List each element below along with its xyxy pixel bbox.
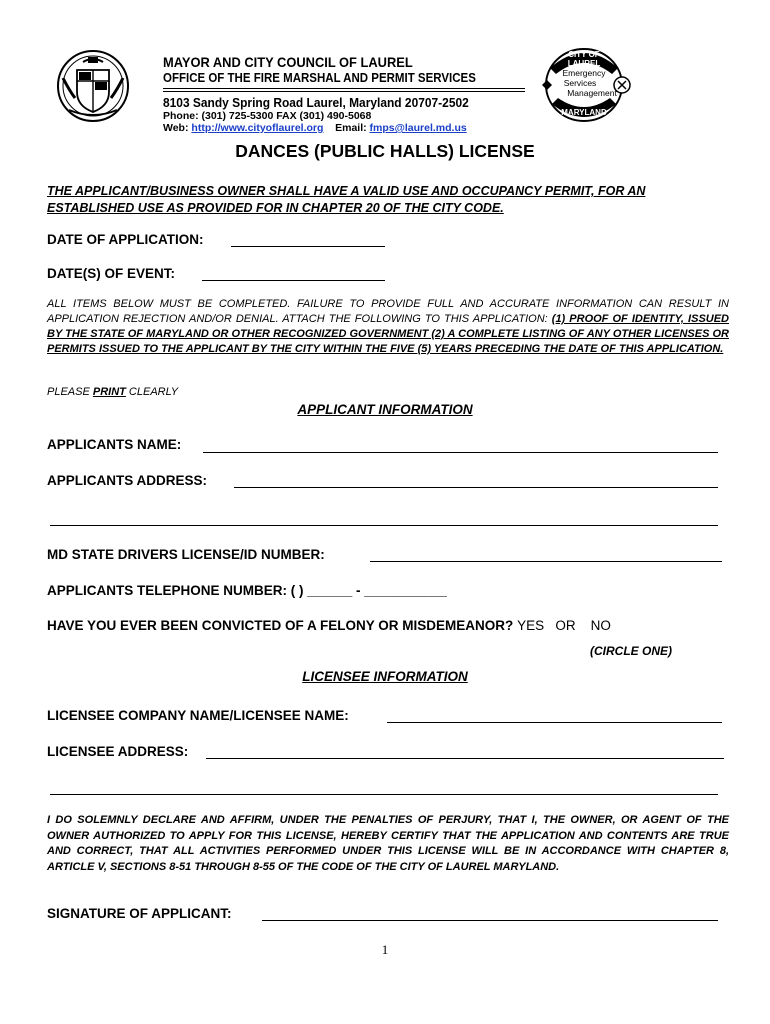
applicants-address-label: APPLICANTS ADDRESS:: [47, 473, 208, 488]
emergency-services-emblem: [536, 46, 632, 124]
licensee-address-field-2[interactable]: [50, 794, 718, 795]
emblem-bottom: MARYLAND: [561, 108, 607, 117]
print-pre: PLEASE: [47, 386, 93, 398]
city-seal-icon: [55, 48, 131, 124]
licensee-info-heading: LICENSEE INFORMATION: [302, 669, 468, 684]
date-of-application-label: DATE OF APPLICATION:: [47, 232, 204, 247]
applicants-name-field[interactable]: [203, 452, 718, 453]
page-number: 1: [381, 942, 389, 957]
applicants-address-field[interactable]: [234, 487, 718, 488]
print-post: CLEARLY: [125, 386, 179, 398]
print-bold: PRINT: [92, 386, 126, 398]
email-link[interactable]: fmps@laurel.md.us: [369, 122, 467, 134]
date-of-application-field[interactable]: [231, 246, 385, 247]
header-org: MAYOR AND CITY COUNCIL OF LAUREL: [163, 54, 413, 70]
telephone-label: APPLICANTS TELEPHONE NUMBER: ( ) ______ - ___________: [47, 583, 447, 598]
web-label: Web:: [163, 122, 189, 134]
signature-field[interactable]: [262, 920, 718, 921]
occupancy-notice: THE APPLICANT/BUSINESS OWNER SHALL HAVE A VALID USE AND OCCUPANCY PERMIT, FOR AN ESTABLISHED USE AS PROVIDED FOR IN CHAPTER 20 OF THE CITY CODE.: [47, 184, 646, 215]
licensee-company-label: LICENSEE COMPANY NAME/LICENSEE NAME:: [47, 708, 349, 723]
circle-one-note: (CIRCLE ONE): [590, 644, 672, 658]
header-divider-2: [163, 91, 525, 92]
felony-question-text: HAVE YOU EVER BEEN CONVICTED OF A FELONY OR MISDEMEANOR?: [47, 618, 514, 633]
header-address: 8103 Sandy Spring Road Laurel, Maryland 20707-2502: [163, 95, 469, 110]
header-phone: Phone: (301) 725-5300 FAX (301) 490-5068: [163, 110, 372, 122]
dates-of-event-label: DATE(S) OF EVENT:: [47, 266, 175, 281]
web-link[interactable]: http://www.cityoflaurel.org: [191, 122, 324, 134]
requirements-attachments: (1) PROOF OF IDENTITY, ISSUED BY THE STATE OF MARYLAND OR OTHER RECOGNIZED GOVERNMENT (2) A COMPLETE LISTING OF ANY OTHER LICENSES OR PERMITS ISSUED TO THE APPLICANT BY THE CITY WITHIN THE FIVE (5) YEARS PRECEDING THE DATE OF THIS APPLICATION.: [47, 313, 729, 355]
print-clearly-note: [47, 386, 178, 398]
signature-label: SIGNATURE OF APPLICANT:: [47, 906, 232, 921]
page-title: DANCES (PUBLIC HALLS) LICENSE: [235, 141, 535, 161]
licensee-company-field[interactable]: [387, 722, 722, 723]
licensee-address-field[interactable]: [206, 758, 724, 759]
email-label: Email:: [335, 122, 367, 134]
felony-options[interactable]: YES OR NO: [517, 618, 611, 633]
emblem-line1: Emergency: [562, 68, 606, 78]
dates-of-event-field[interactable]: [202, 280, 385, 281]
felony-question: [47, 618, 611, 633]
applicant-info-heading: APPLICANT INFORMATION: [297, 402, 473, 417]
emblem-line3: Management: [567, 88, 617, 98]
drivers-license-label: MD STATE DRIVERS LICENSE/ID NUMBER:: [47, 547, 325, 562]
drivers-license-field[interactable]: [370, 561, 722, 562]
header-office: OFFICE OF THE FIRE MARSHAL AND PERMIT SERVICES: [163, 71, 476, 85]
emblem-top: CITY OF LAUREL: [567, 50, 601, 68]
declaration-paragraph: I DO SOLEMNLY DECLARE AND AFFIRM, UNDER THE PENALTIES OF PERJURY, THAT I, THE OWNER, OR AGENT OF THE OWNER AUTHORIZED TO APPLY FOR THIS LICENSE, HEREBY CERTIFY THAT THE APPLICATION AND CONTENTS ARE TRUE AND CORRECT, THAT ALL ACTIVITIES PERFORMED UNDER THIS LICENSE WILL BE IN ACCORDANCE WITH CHAPTER 8, ARTICLE V, SECTIONS 8-51 THROUGH 8-55 OF THE CODE OF THE CITY OF LAUREL MARYLAND.: [47, 814, 729, 873]
requirements-paragraph: [47, 297, 729, 357]
header-divider: [163, 88, 525, 89]
applicants-name-label: APPLICANTS NAME:: [47, 437, 182, 452]
requirements-text: ALL ITEMS BELOW MUST BE COMPLETED. FAILURE TO PROVIDE FULL AND ACCURATE INFORMATION CAN RESULT IN APPLICATION REJECTION AND/OR DENIAL. ATTACH THE FOLLOWING TO THIS APPLICATION:: [47, 298, 729, 325]
licensee-address-label: LICENSEE ADDRESS:: [47, 744, 189, 759]
header-web-row: [163, 122, 467, 134]
applicants-address-field-2[interactable]: [50, 525, 718, 526]
emblem-line2: Services: [563, 78, 597, 88]
